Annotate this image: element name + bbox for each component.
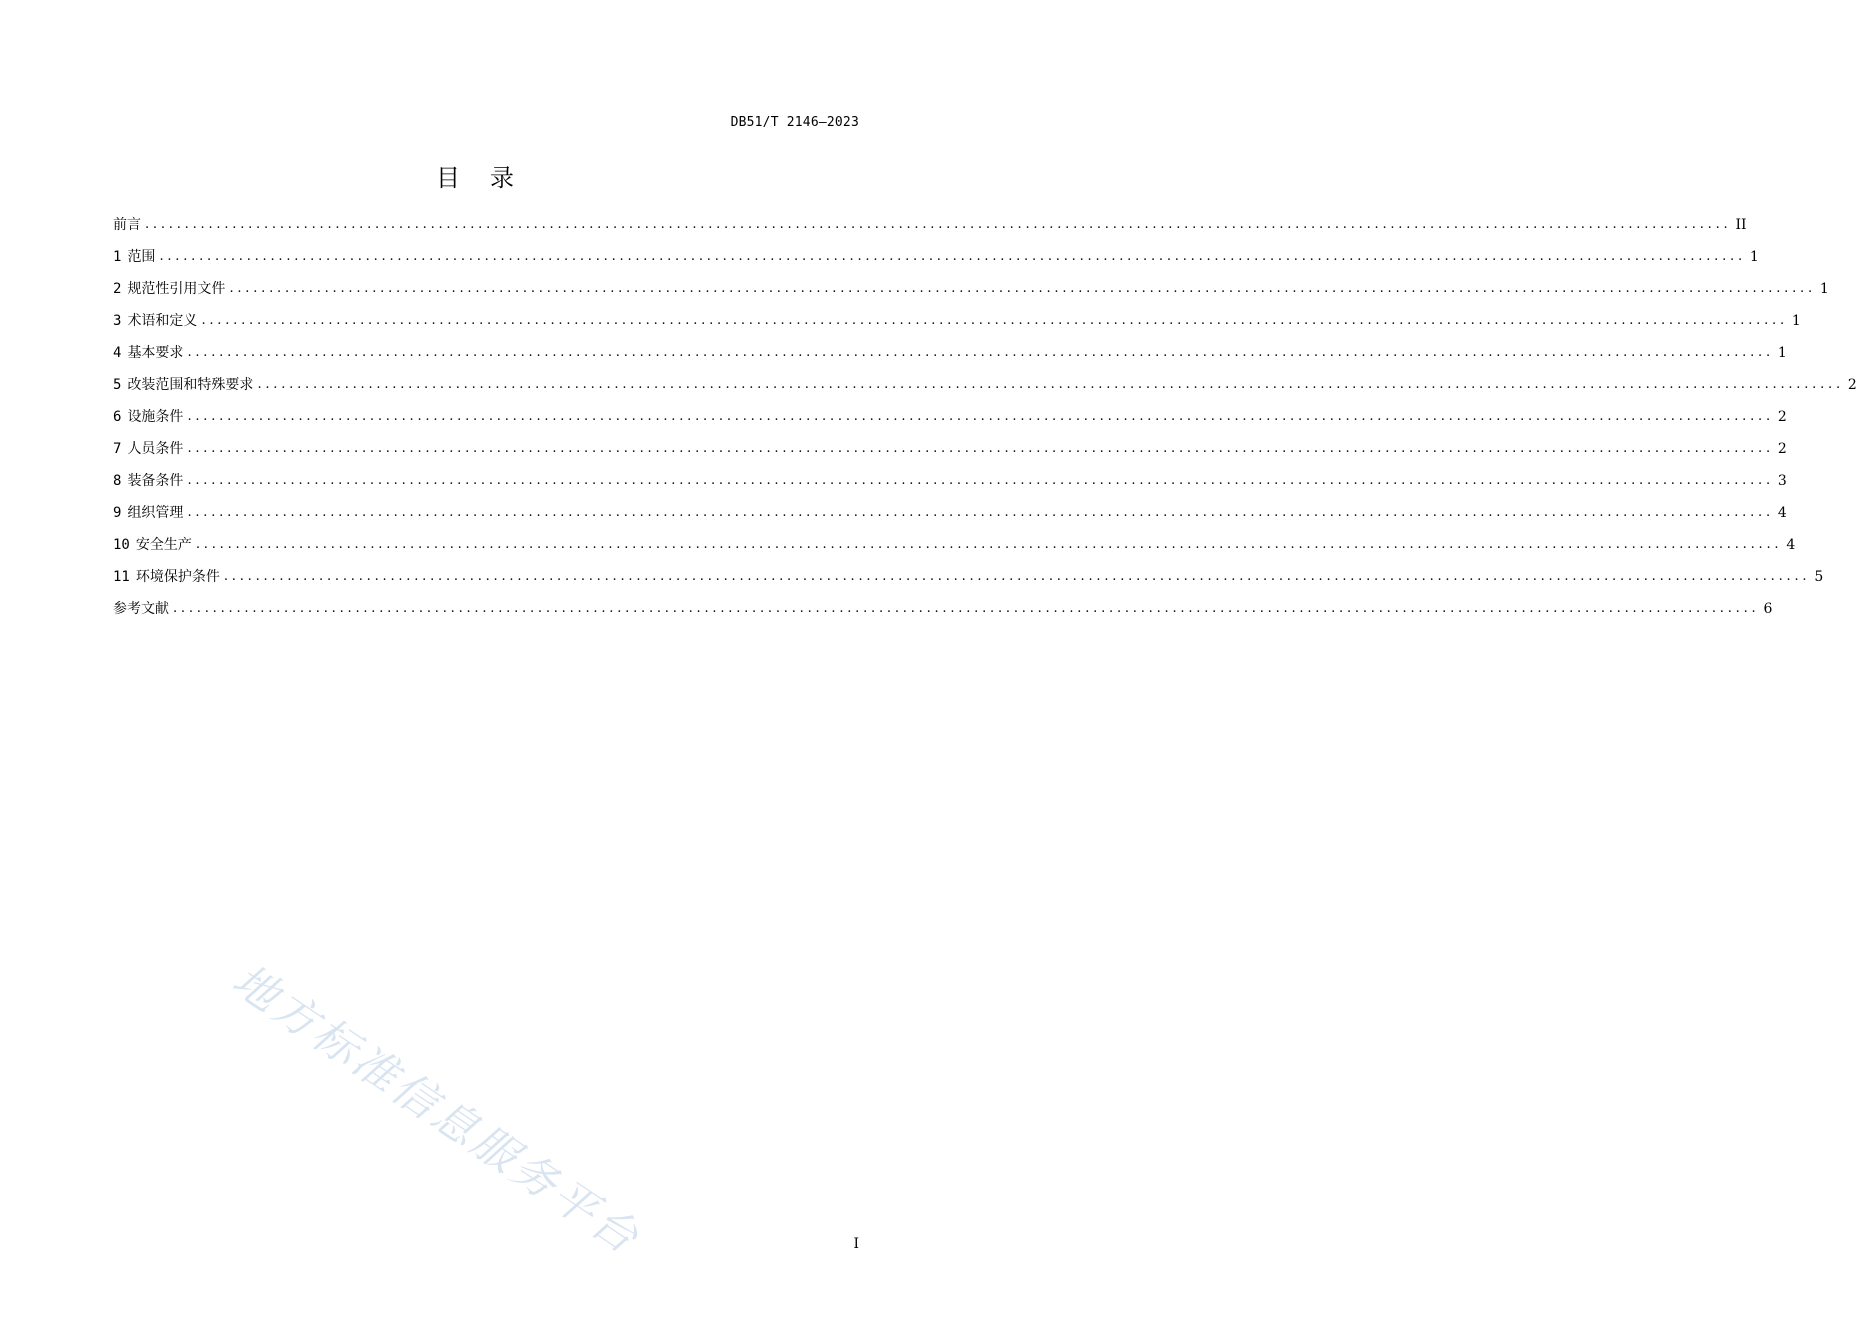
toc-entry-title: 前言 [113,217,141,233]
toc-entry-page: 2 [1847,377,1857,393]
toc-entry-title: 装备条件 [127,473,184,489]
toc-entry-label [113,340,187,366]
toc-leader-dots: ........................................................................................................................................................................................................ [173,601,1760,616]
toc-entry[interactable] [113,558,1824,590]
toc-leader-dots: ........................................................................................................................................................................................................ [195,537,1783,552]
toc-entry-label [113,468,187,494]
toc-entry-title: 基本要求 [127,345,184,361]
toc-entry-number: 2 [113,281,122,297]
toc-leader-dots: ........................................................................................................................................................................................................ [257,377,1844,392]
toc-entry-number: 8 [113,473,122,489]
toc-entry[interactable] [113,366,1857,398]
toc-entry-page: 1 [1749,249,1759,265]
toc-entry[interactable] [113,398,1787,430]
toc-leader-dots: ........................................................................................................................................................................................................ [159,249,1746,264]
toc-entry-number: 11 [113,569,130,585]
toc-entry-page: 3 [1777,473,1787,489]
toc-entry-label [113,500,187,526]
toc-entry-number: 3 [113,313,122,329]
toc-entry-number: 5 [113,377,122,393]
toc-entry-title: 设施条件 [127,409,184,425]
toc-entry-number: 10 [113,537,130,553]
toc-entry-page: 1 [1791,313,1801,329]
toc-entry-title: 安全生产 [135,537,192,553]
toc-entry-page: 2 [1777,409,1787,425]
toc-entry-title: 术语和定义 [127,313,198,329]
toc-entry[interactable] [113,238,1759,270]
toc-entry-page: 4 [1777,505,1787,521]
toc-title: 目录 [436,164,544,192]
toc-entry[interactable] [113,270,1829,302]
standard-code: DB51/T 2146—2023 [730,115,859,130]
toc-entry-label [113,532,196,558]
toc-entry-title: 人员条件 [127,441,184,457]
toc-entry-label [113,596,173,622]
toc-entry-page: 4 [1786,537,1796,553]
toc-entry[interactable] [113,206,1747,238]
toc-entry-number: 7 [113,441,122,457]
toc-entry[interactable] [113,334,1787,366]
toc-leader-dots: ........................................................................................................................................................................................................ [187,473,1774,488]
toc-entry-label [113,276,229,302]
toc-entry[interactable] [113,430,1787,462]
toc-entry-label [113,244,159,270]
toc-entry-page: 1 [1777,345,1787,361]
toc-entry-page: 2 [1777,441,1787,457]
toc-entry-title: 范围 [127,249,156,265]
toc-entry-label [113,372,257,398]
toc-leader-dots: ........................................................................................................................................................................................................ [187,409,1774,424]
toc-entry[interactable] [113,590,1773,622]
toc-leader-dots: ........................................................................................................................................................................................................ [201,313,1788,328]
toc-entry-number: 9 [113,505,122,521]
toc-entry-number: 6 [113,409,122,425]
toc-entry-number: 4 [113,345,122,361]
toc-entry-page: 5 [1814,569,1824,585]
toc-leader-dots: ........................................................................................................................................................................................................ [187,345,1774,360]
toc-entry-label [113,308,201,334]
toc-entry[interactable] [113,302,1801,334]
toc-entry-label [113,436,187,462]
toc-leader-dots: ........................................................................................................................................................................................................ [145,217,1732,232]
toc-entry-title: 参考文献 [113,601,169,617]
toc-entry-page: II [1735,217,1747,233]
toc-entry[interactable] [113,526,1796,558]
toc-leader-dots: ........................................................................................................................................................................................................ [229,281,1816,296]
watermark: 地方标准信息服务平台 [223,954,650,1266]
toc-entry[interactable] [113,494,1787,526]
toc-entry-title: 组织管理 [127,505,184,521]
toc-entry-title: 环境保护条件 [135,569,220,585]
toc-entry[interactable] [113,462,1787,494]
toc-leader-dots: ........................................................................................................................................................................................................ [187,505,1774,520]
toc-entry-page: 1 [1819,281,1829,297]
toc-entry-title: 改装范围和特殊要求 [127,377,254,393]
page-number: I [853,1236,859,1252]
toc-leader-dots: ........................................................................................................................................................................................................ [187,441,1774,456]
toc-entry-number: 1 [113,249,122,265]
table-of-contents [113,206,1857,622]
toc-leader-dots: ........................................................................................................................................................................................................ [223,569,1811,584]
toc-entry-label [113,404,187,430]
toc-entry-label [113,212,145,238]
toc-entry-title: 规范性引用文件 [127,281,226,297]
toc-entry-page: 6 [1763,601,1773,617]
toc-entry-label [113,564,224,590]
